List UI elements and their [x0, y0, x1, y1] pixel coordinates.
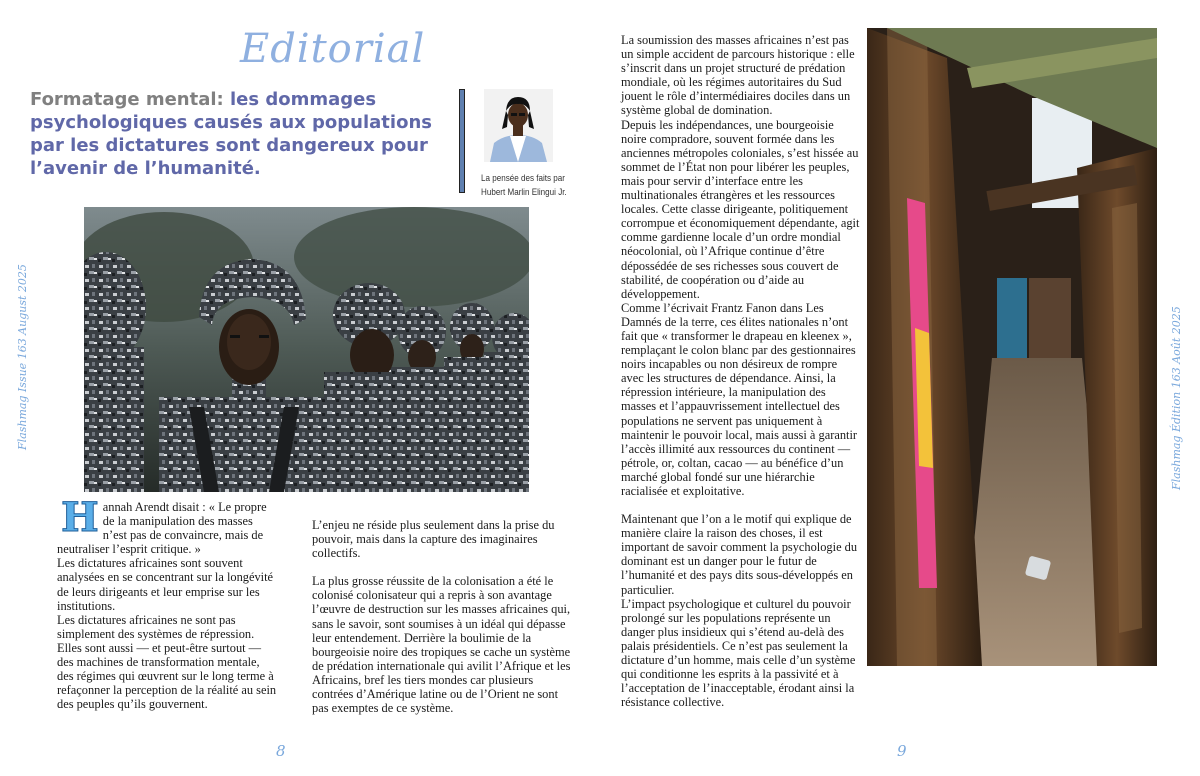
paragraph: Maintenant que l’on a le motif qui explique de manière claire la raison des choses, il est important de savoir comment la psychologie du dominant est un danger pour le futur de l’humanité et des pays dits sous-développés en particulier.	[621, 512, 858, 597]
headline-rest: les dommages psychologiques causés aux populations par les dictatures sont dangereux pour l’avenir de l’humanité.	[30, 89, 432, 179]
paragraph: Les dictatures africaines ne sont pas simplement des systèmes de répression. Elles sont aussi — et peut-être surtout — des machines de transformation mentale, des régimes qui œuvrent sur le long terme à refaçonner la perception de la réalité au sein des peuples qu’ils gouvernent.	[57, 612, 277, 712]
paragraph: La soumission des masses africaines n’est pas un simple accident de parcours historique : elle s’inscrit dans un projet structuré de prédation mondiale, où les régimes autoritaires du Sud jouent le rôle d’intermédiaires dociles dans un système global de domination.	[621, 33, 855, 118]
paragraph: annah Arendt disait : « Le propre de la manipulation des masses n’est pas de convaincre, mais de neutraliser l’esprit critique. »	[57, 500, 267, 557]
section-title: Editorial	[240, 26, 426, 72]
paragraph: L’enjeu ne réside plus seulement dans la prise du pouvoir, mais dans la capture des imaginaires collectifs.	[312, 518, 555, 561]
right-side-label	[1168, 306, 1183, 490]
alley-photo	[867, 28, 1157, 666]
paragraph: Comme l’écrivait Frantz Fanon dans Les Damnés de la terre, ces élites nationales n’ont fait que « transformer le drapeau en kleenex », remplaçant le colon blanc par des gestionnaires noirs incapables ou non désireux de rompre avec les structures de dépendance. Ainsi, la répression intérieure, la manipulation des masses et l’appauvrissement intellectuel des populations ne servent pas uniquement à maintenir le pouvoir local, mais aussi à garantir l’accès illimité aux ressources du continent — pétrole, or, coltan, cacao — au bénéfice d’un marché global fondé sur une hiérarchie racialisée et exploitative.	[621, 300, 858, 498]
right-side-text: Flashmag Édition 163 Août 2025	[1170, 306, 1183, 490]
paragraph: Les dictatures africaines sont souvent analysées en se concentrant sur la longévité de leurs dirigeants et leur emprise sur les institutions.	[57, 556, 274, 613]
author-portrait	[484, 89, 553, 162]
paragraph: Depuis les indépendances, une bourgeoisie noire compradore, souvent formée dans les anciennes métropoles coloniales, s’est hissée au sommet de l’État non pour libérer les peuples, mais pour servir d’interface entre les multinationales étrangères et les ressources locales. Cette classe dirigeante, politiquement corrompue et économiquement dépendante, agit comme gardienne locale d’un ordre mondial néocolonial, où l’Afrique continue d’être dépossédée de ses richesses sous couvert de stabilité, de coopération ou d’aide au développement.	[621, 117, 860, 301]
paragraph: L’impact psychologique et culturel du pouvoir prolongé sur les populations représente un danger plus insidieux qui s’étend au-delà des palais présidentiels. Ce n’est pas seulement la dictature d’un homme, mais celle d’un système qui conditionne les esprits à la passivité et à l’acceptation de l’inacceptable, érodant ainsi la résistance collective.	[621, 596, 856, 710]
headline-lead: Formatage mental:	[30, 89, 224, 110]
article-column-2	[312, 518, 574, 715]
soldiers-photo	[84, 207, 529, 492]
author-accent-bar	[459, 89, 465, 193]
article-column-3	[621, 33, 861, 709]
page-number-left: 8	[276, 742, 286, 760]
author-caption: La pensée des faits par Hubert Marlin Elingui Jr.	[481, 173, 567, 198]
left-side-label	[14, 264, 29, 450]
left-side-text: Flashmag Issue 163 August 2025	[16, 264, 29, 450]
page-number-right: 9	[897, 742, 907, 760]
article-headline	[30, 88, 450, 180]
article-column-1	[57, 494, 279, 712]
drop-cap: H	[61, 494, 99, 541]
paragraph: La plus grosse réussite de la colonisation a été le colonisé colonisateur qui a repris à son avantage l’œuvre de destruction sur les masses africaines qui, sans le savoir, sont soumises à un idéal qui dépasse leur entendement. Derrière la boulimie de la bourgeoisie noire des tropiques se cache un système de prédation internationale qui avilit l’Afrique et les Africains, bref les tiers mondes car plusieurs contrées d’Amérique latine ou de l’Orient ne sont pas exemptes de ce système.	[312, 574, 571, 716]
